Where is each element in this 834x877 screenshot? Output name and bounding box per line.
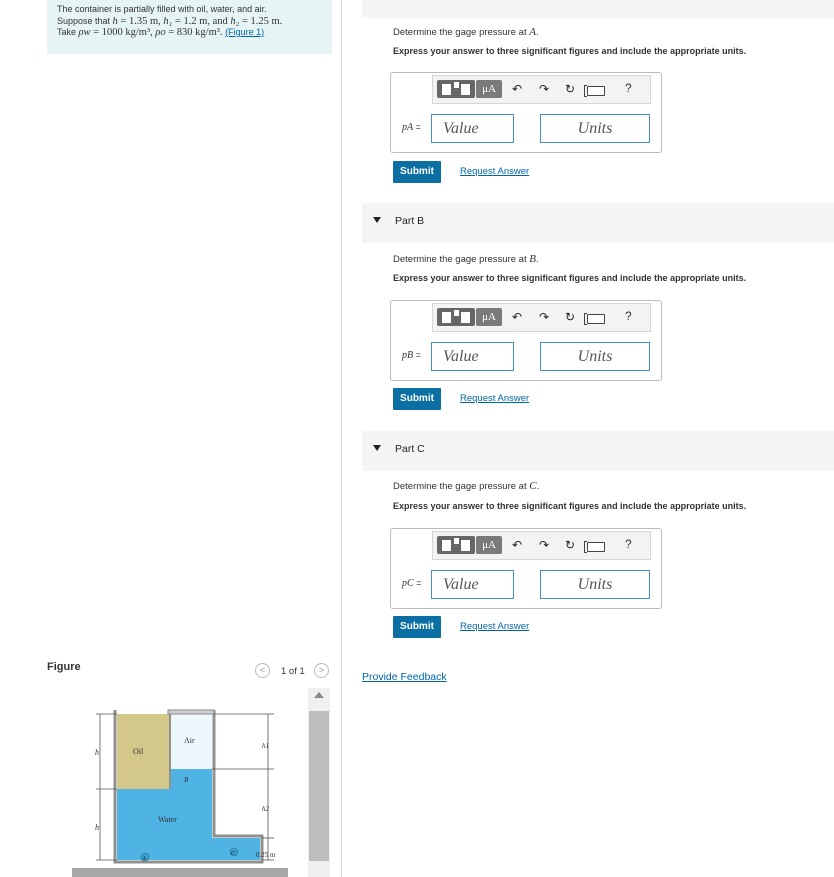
column-divider <box>341 0 342 877</box>
keyboard-icon[interactable] <box>587 542 605 552</box>
redo-icon[interactable]: ↷ <box>539 538 550 552</box>
h2-label: h2 <box>262 805 269 813</box>
part-a-toolbar <box>432 75 651 104</box>
collapse-triangle-icon <box>373 445 381 451</box>
part-c-value-input[interactable]: Value <box>431 570 514 599</box>
part-a-question: Determine the gage pressure at A. <box>393 26 539 38</box>
part-b-units-input[interactable]: Units <box>540 342 650 371</box>
h-label-lower: h <box>95 823 99 832</box>
keyboard-icon[interactable] <box>587 314 605 324</box>
part-a-submit-button[interactable]: Submit <box>393 161 441 183</box>
figure-scrollbar-thumb[interactable] <box>309 711 329 861</box>
part-c-header[interactable] <box>362 431 834 471</box>
part-a-answer-box <box>390 72 662 153</box>
part-c-answer-box <box>390 528 662 609</box>
h1-label: h1 <box>262 742 269 750</box>
part-a-header[interactable] <box>362 0 834 18</box>
undo-icon[interactable]: ↶ <box>512 538 523 552</box>
templates-icon[interactable] <box>437 536 475 554</box>
reset-icon[interactable]: ↻ <box>565 310 576 324</box>
part-b-toolbar <box>432 303 651 332</box>
units-mu-button[interactable]: μA <box>476 308 502 326</box>
point-c-label: C <box>231 851 236 857</box>
container-figure <box>60 700 300 877</box>
part-b-submit-button[interactable]: Submit <box>393 388 441 410</box>
air-cap <box>168 710 214 714</box>
part-c-instruction: Express your answer to three significant figures and include the appropriate units. <box>393 501 747 511</box>
water-label: Water <box>158 815 177 824</box>
part-a-instruction: Express your answer to three significant figures and include the appropriate units. <box>393 46 747 56</box>
part-a-units-input[interactable]: Units <box>540 114 650 143</box>
redo-icon[interactable]: ↷ <box>539 310 550 324</box>
templates-icon[interactable] <box>437 308 475 326</box>
part-b-answer-box <box>390 300 662 381</box>
part-b-question: Determine the gage pressure at B. <box>393 253 539 265</box>
chevron-right-icon: > <box>318 665 325 675</box>
part-a-variable-label: pA = <box>402 122 421 133</box>
provide-feedback-link[interactable]: Provide Feedback <box>362 671 447 683</box>
part-c-submit-button[interactable]: Submit <box>393 616 441 638</box>
problem-line-3: Take ρw = 1000 kg/m³, ρo = 830 kg/m³. (Figure 1) <box>57 27 265 38</box>
part-b-value-input[interactable]: Value <box>431 342 514 371</box>
part-b-request-answer-link[interactable]: Request Answer <box>460 393 530 404</box>
air-label: Air <box>184 736 195 745</box>
part-a-value-input[interactable]: Value <box>431 114 514 143</box>
help-icon[interactable]: ? <box>625 537 632 551</box>
part-c-question: Determine the gage pressure at C. <box>393 480 540 492</box>
h-label-upper: h <box>95 748 99 757</box>
oil-region <box>117 714 170 789</box>
prev-figure-button[interactable] <box>255 663 270 678</box>
reset-icon[interactable]: ↻ <box>565 82 576 96</box>
problem-line-2: Suppose that h = 1.35 m, h₁ = 1.2 m, and h₂ = 1.25 m. <box>57 15 283 27</box>
reset-icon[interactable]: ↻ <box>565 538 576 552</box>
collapse-triangle-icon <box>373 217 381 223</box>
dimension-label: 0.25 m <box>256 851 276 859</box>
problem-statement <box>47 0 332 54</box>
part-c-units-input[interactable]: Units <box>540 570 650 599</box>
part-b-instruction: Express your answer to three significant figures and include the appropriate units. <box>393 273 747 283</box>
part-c-variable-label: pC = <box>402 578 422 589</box>
undo-icon[interactable]: ↶ <box>512 82 523 96</box>
figure-link[interactable]: (Figure 1) <box>225 27 265 37</box>
problem-line-1: The container is partially filled with oil, water, and air. <box>57 4 267 14</box>
oil-label: Oil <box>133 747 144 756</box>
part-c-request-answer-link[interactable]: Request Answer <box>460 621 530 632</box>
part-b-header[interactable] <box>362 203 834 243</box>
scroll-up-arrow-icon[interactable] <box>314 692 324 698</box>
part-c-label: Part C <box>395 443 425 455</box>
part-b-label: Part B <box>395 215 425 227</box>
next-figure-button[interactable] <box>314 663 329 678</box>
point-a-label: A <box>142 856 146 862</box>
redo-icon[interactable]: ↷ <box>539 82 550 96</box>
chevron-left-icon: < <box>259 665 266 675</box>
units-mu-button[interactable]: μA <box>476 80 502 98</box>
help-icon[interactable]: ? <box>625 81 632 95</box>
keyboard-icon[interactable] <box>587 86 605 96</box>
part-a-request-answer-link[interactable]: Request Answer <box>460 166 530 177</box>
templates-icon[interactable] <box>437 80 475 98</box>
figure-pager: 1 of 1 <box>281 666 305 677</box>
undo-icon[interactable]: ↶ <box>512 310 523 324</box>
point-b-label: B <box>184 776 189 784</box>
ground <box>72 868 288 877</box>
figure-title: Figure <box>47 661 81 673</box>
units-mu-button[interactable]: μA <box>476 536 502 554</box>
part-c-toolbar <box>432 531 651 560</box>
help-icon[interactable]: ? <box>625 309 632 323</box>
part-b-variable-label: pB = <box>402 350 421 361</box>
